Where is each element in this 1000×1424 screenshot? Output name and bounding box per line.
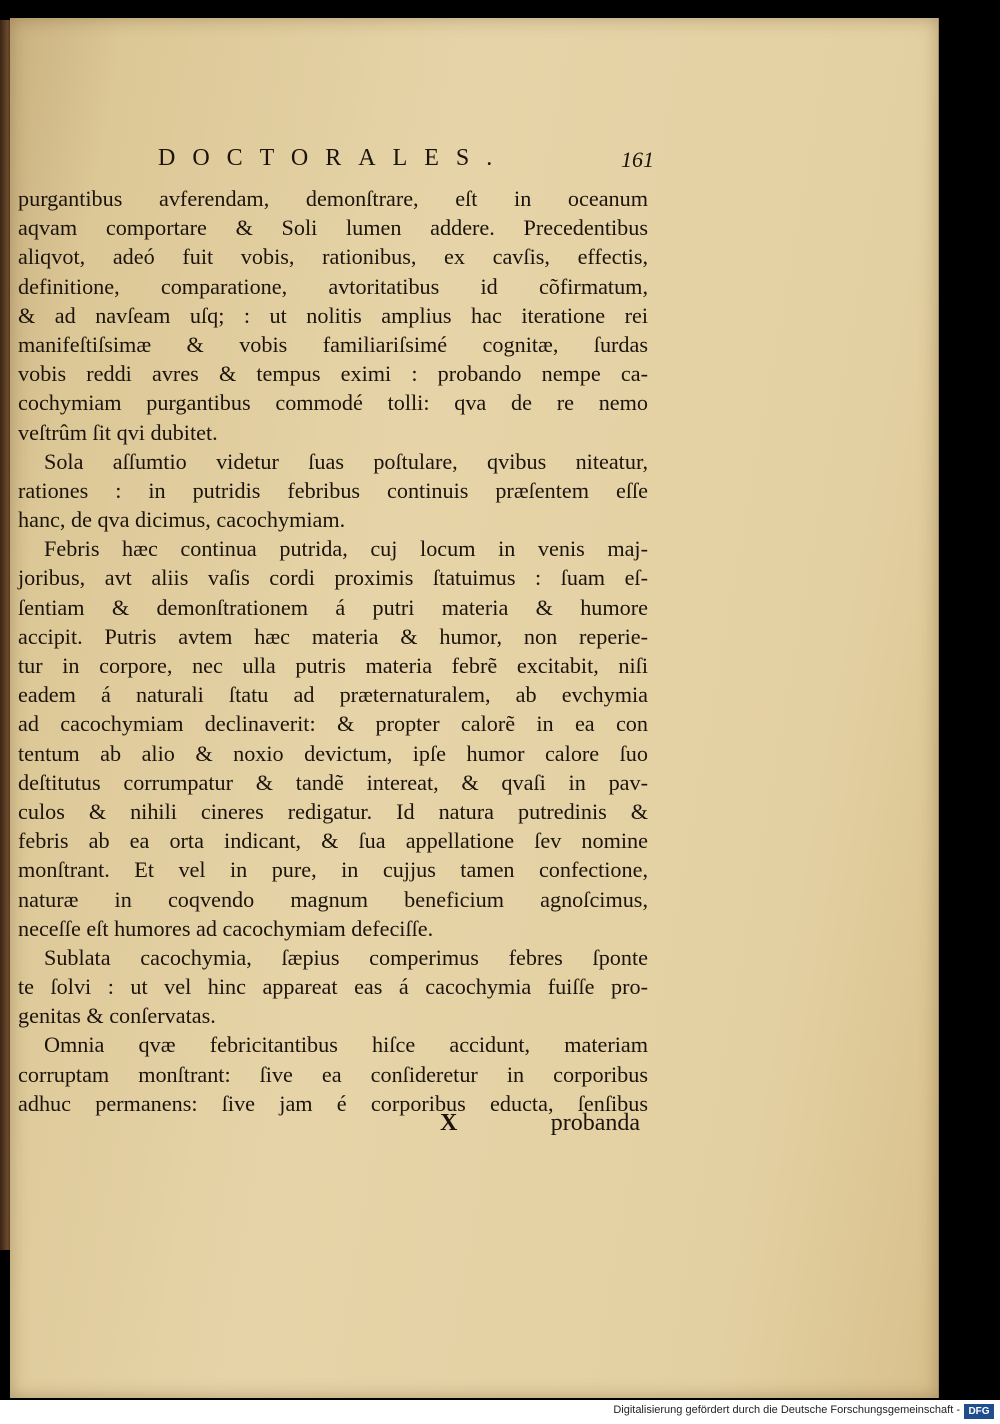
text-line: & ad navſeam uſq; : ut nolitis amplius hac iteratione rei <box>18 302 648 328</box>
text-line: febris ab ea orta indicant, & ſua appellatione ſev nomine <box>18 828 648 854</box>
text-line: manifeſtiſsimæ & vobis familiariſsimé cognitæ, ſurdas <box>18 331 648 357</box>
running-title: DOCTORALES. <box>158 145 510 171</box>
text-line: vobis reddi avres & tempus eximi : probando nempe ca- <box>18 361 648 387</box>
text-line: tur in corpore, nec ulla putris materia febrẽ excitabit, niſi <box>18 653 648 678</box>
text-line: genitas & conſervatas. <box>18 1003 216 1029</box>
text-line: ſentiam & demonſtrationem á putri materia & humore <box>18 594 648 620</box>
catchword: probanda <box>550 1110 640 1136</box>
text-line: hanc, de qva dicimus, cacochymiam. <box>18 507 346 533</box>
text-line: culos & nihili cineres redigatur. Id natura putredinis & <box>18 798 648 824</box>
text-line: te ſolvi : ut vel hinc appareat eas á cacochymia fuiſſe pro- <box>18 974 648 1000</box>
credit-text: Digitalisierung gefördert durch die Deutsche Forschungsgemeinschaft - <box>613 1404 960 1416</box>
text-line: rationes : in putridis febribus continuis præſentem eſſe <box>18 477 648 503</box>
text-line: deſtitutus corrumpatur & tandẽ intereat, & qvaſi in pav- <box>18 769 648 795</box>
text-line: naturæ in coqvendo magnum beneficium agnoſcimus, <box>18 886 648 912</box>
text-line: aqvam comportare & Soli lumen addere. Precedentibus <box>18 215 648 241</box>
page-header <box>158 145 654 181</box>
body-text <box>18 184 648 1118</box>
text-line: neceſſe eſt humores ad cacochymiam defeciſſe. <box>18 915 434 941</box>
dfg-logo: DFG <box>964 1404 994 1419</box>
text-line: monſtrant. Et vel in pure, in cujjus tamen confectione, <box>18 857 648 883</box>
text-line: tentum ab alio & noxio devictum, ipſe humor calore ſuo <box>18 740 648 766</box>
text-line: Sublata cacochymia, ſæpius comperimus febres ſponte <box>44 944 648 970</box>
text-line: veſtrûm ſit qvi dubitet. <box>18 419 218 445</box>
text-line: Febris hæc continua putrida, cuj locum in venis maj- <box>44 536 648 562</box>
text-line: adhuc permanens: ſive jam é corporibus educta, ſenſibus <box>18 1090 648 1116</box>
signature-mark: X <box>440 1110 458 1136</box>
text-line: Sola aſſumtio videtur ſuas poſtulare, qvibus niteatur, <box>44 448 648 474</box>
text-line: Omnia qvæ febricitantibus hiſce accidunt, materiam <box>44 1032 648 1058</box>
text-line: purgantibus avferendam, demonſtrare, eſt in oceanum <box>18 186 648 211</box>
text-line: aliqvot, adeó fuit vobis, rationibus, ex cavſis, effectis, <box>18 244 648 270</box>
text-line: corruptam monſtrant: ſive ea conſideretur in corporibus <box>18 1061 648 1087</box>
page-number: 161 <box>621 147 654 172</box>
text-line: accipit. Putris avtem hæc materia & humor, non reperie- <box>18 623 648 649</box>
text-line: ad cacochymiam declinaverit: & propter calorẽ in ea con <box>18 711 648 737</box>
credit-bar <box>0 1400 1000 1424</box>
text-line: definitione, comparatione, avtoritatibus id cõfirmatum, <box>18 273 648 299</box>
text-line: joribus, avt aliis vaſis cordi proximis ſtatuimus : ſuam eſ- <box>18 565 648 591</box>
text-line: eadem á naturali ſtatu ad præternaturalem, ab evchymia <box>18 682 648 708</box>
text-line: cochymiam purgantibus commodé tolli: qva de re nemo <box>18 390 648 416</box>
